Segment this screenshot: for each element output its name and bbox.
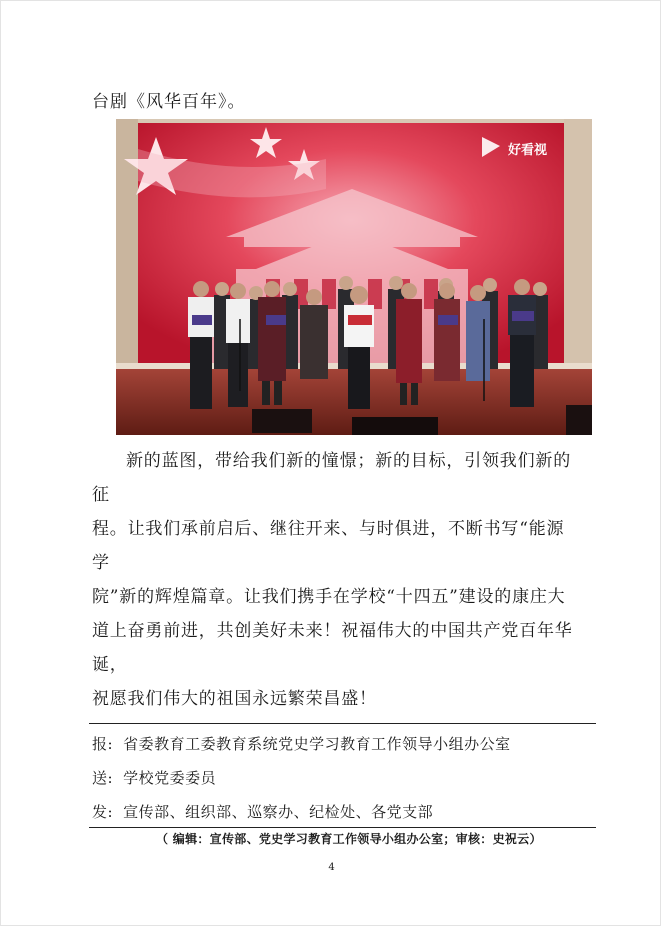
report-value: 省委教育工委教育系统党史学习教育工作领导小组办公室 bbox=[123, 735, 511, 753]
continuation-line: 台剧《风华百年》。 bbox=[92, 92, 246, 112]
report-to-line bbox=[92, 733, 511, 754]
paragraph-line: 程。让我们承前启后、继往开来、与时俱进，不断书写“能源学 bbox=[92, 519, 565, 573]
send-label: 送: bbox=[92, 769, 114, 787]
issue-label: 发: bbox=[92, 803, 114, 821]
issue-value: 宣传部、组织部、巡察办、纪检处、各党支部 bbox=[123, 803, 434, 821]
page-number: 4 bbox=[328, 862, 335, 873]
report-label: 报: bbox=[92, 735, 114, 753]
distribution-top-rule bbox=[89, 723, 596, 724]
distribution-bottom-rule bbox=[89, 827, 596, 828]
performance-photo bbox=[116, 119, 592, 435]
paragraph-line: 祝愿我们伟大的祖国永远繁荣昌盛！ bbox=[92, 689, 377, 709]
paragraph-line: 院”新的辉煌篇章。让我们携手在学校“十四五”建设的康庄大 bbox=[92, 587, 566, 607]
paragraph-line: 新的蓝图，带给我们新的憧憬；新的目标，引领我们新的征 bbox=[92, 451, 571, 505]
paragraph-line: 道上奋勇前进，共创美好未来！祝福伟大的中国共产党百年华诞， bbox=[92, 621, 573, 675]
send-to-line bbox=[92, 767, 216, 788]
watermark-text: 好看视 bbox=[508, 143, 548, 158]
closing-paragraph bbox=[92, 444, 578, 716]
send-value: 学校党委委员 bbox=[123, 769, 217, 787]
issue-to-line bbox=[92, 801, 433, 822]
editor-note: （ 编辑：宣传部、党史学习教育工作领导小组办公室；审核：史祝云） bbox=[156, 832, 542, 846]
